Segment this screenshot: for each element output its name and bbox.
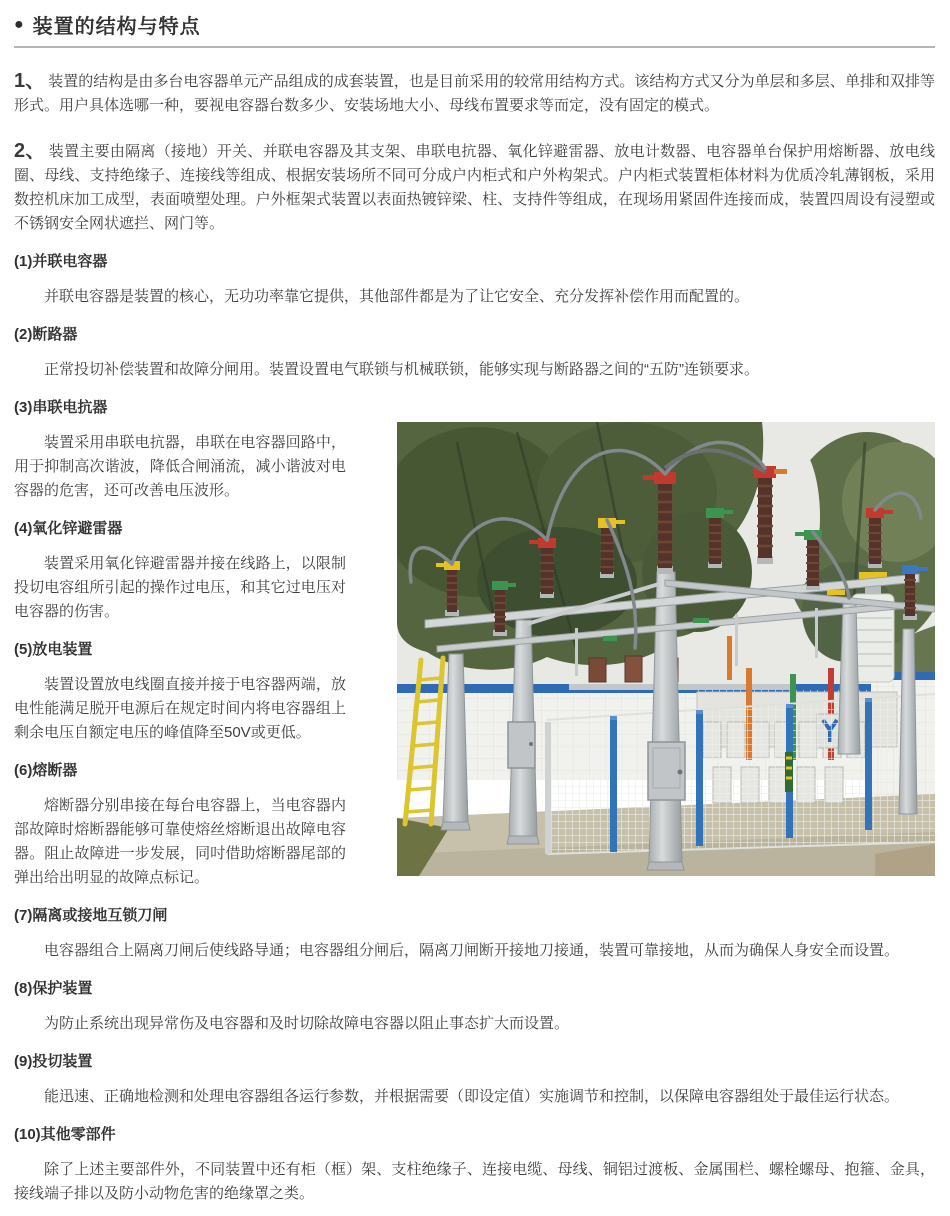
section-2-heading: (2)断路器 — [14, 326, 78, 343]
capacitor-bank-photo — [397, 422, 935, 876]
intro-number-2: 2、 — [14, 140, 46, 162]
bullet-icon: ● — [14, 15, 24, 33]
section-10 — [14, 1123, 935, 1206]
section-8-body: 为防止系统出现异常伤及电容器和及时切除故障电容器以阻止事态扩大而设置。 — [44, 1015, 570, 1032]
section-5 — [14, 638, 346, 745]
intro-text-2: 装置主要由隔离（接地）开关、并联电容器及其支架、串联电抗器、氧化锌避雷器、放电计数器、电容器单台保护用熔断器、放电线圈、母线、支持绝缘子、连接线等组成、根据安装场所不同可分成户内柜式和户外构架式。户内柜式装置柜体材料为优质冷轧薄钢板，采用数控机床加工成型，表面喷塑处理。户外框架式装置以表面热镀锌梁、柱、支持件等组成，在现场用紧固件连接而成，装置四周设有浸塑或不锈钢安全网状遮拦、网门等。 — [14, 143, 935, 232]
section-10-heading: (10)其他零部件 — [14, 1126, 116, 1143]
section-7-heading: (7)隔离或接地互锁刀闸 — [14, 907, 168, 924]
header-divider — [14, 46, 935, 48]
section-3-heading: (3)串联电抗器 — [14, 399, 108, 416]
section-9-body: 能迅速、正确地检测和处理电容器组各运行参数，并根据需要（即设定值）实施调节和控制，以保障电容器组处于最佳运行状态。 — [44, 1088, 900, 1105]
intro-paragraph-2 — [14, 140, 935, 236]
section-7-body: 电容器组合上隔离刀闸后使线路导通；电容器组分闸后，隔离刀闸断开接地刀接通，装置可靠接地，从而为确保人身安全而设置。 — [44, 942, 900, 959]
section-2 — [14, 323, 935, 382]
page-header — [14, 10, 935, 39]
section-6 — [14, 759, 346, 890]
section-8 — [14, 977, 935, 1036]
section-6-heading: (6)熔断器 — [14, 762, 78, 779]
intro-number-1: 1、 — [14, 70, 46, 92]
left-text-column — [14, 382, 346, 890]
section-3-body: 装置采用串联电抗器，串联在电容器回路中，用于抑制高次谐波，降低合闸涌流，减小谐波对电容器的危害，还可改善电压波形。 — [14, 434, 346, 499]
section-1 — [14, 250, 935, 309]
section-8-heading: (8)保护装置 — [14, 980, 93, 997]
page-title: 装置的结构与特点 — [32, 16, 201, 38]
section-4-body: 装置采用氧化锌避雷器并接在线路上，以限制投切电容组所引起的操作过电压，和其它过电压对电容器的伤害。 — [14, 555, 346, 620]
section-10-body: 除了上述主要部件外，不同装置中还有柜（框）架、支柱绝缘子、连接电缆、母线、铜铝过渡板、金属围栏、螺栓螺母、抱箍、金具，接线端子排以及防小动物危害的绝缘罩之类。 — [14, 1161, 935, 1202]
intro-paragraph-1 — [14, 70, 935, 118]
section-4-heading: (4)氧化锌避雷器 — [14, 520, 123, 537]
section-5-heading: (5)放电装置 — [14, 641, 93, 658]
intro-text-1: 装置的结构是由多台电容器单元产品组成的成套装置，也是目前采用的较常用结构方式。该结构方式又分为单层和多层、单排和双排等形式。用户具体选哪一种，要视电容器台数多少、安装场地大小、母线布置要求等而定，没有固定的模式。 — [14, 73, 935, 114]
section-9 — [14, 1050, 935, 1109]
section-3 — [14, 396, 346, 503]
section-5-body: 装置设置放电线圈直接并接于电容器两端，放电性能满足脱开电源后在规定时间内将电容器组上剩余电压自额定电压的峰值降至50V或更低。 — [14, 676, 346, 741]
section-2-body: 正常投切补偿装置和故障分闸用。装置设置电气联锁与机械联锁，能够实现与断路器之间的“五防”连锁要求。 — [44, 361, 759, 378]
section-4 — [14, 517, 346, 624]
two-column-area — [14, 382, 935, 890]
section-7 — [14, 904, 935, 963]
section-9-heading: (9)投切装置 — [14, 1053, 93, 1070]
section-1-body: 并联电容器是装置的核心，无功功率靠它提供，其他部件都是为了让它安全、充分发挥补偿作用而配置的。 — [44, 288, 750, 305]
section-1-heading: (1)并联电容器 — [14, 253, 108, 270]
section-6-body: 熔断器分别串接在每台电容器上，当电容器内部故障时熔断器能够可靠使熔丝熔断退出故障电容器。阻止故障进一步发展，同吋借助熔断器尾部的弹出给出明显的故障点标记。 — [14, 797, 346, 886]
